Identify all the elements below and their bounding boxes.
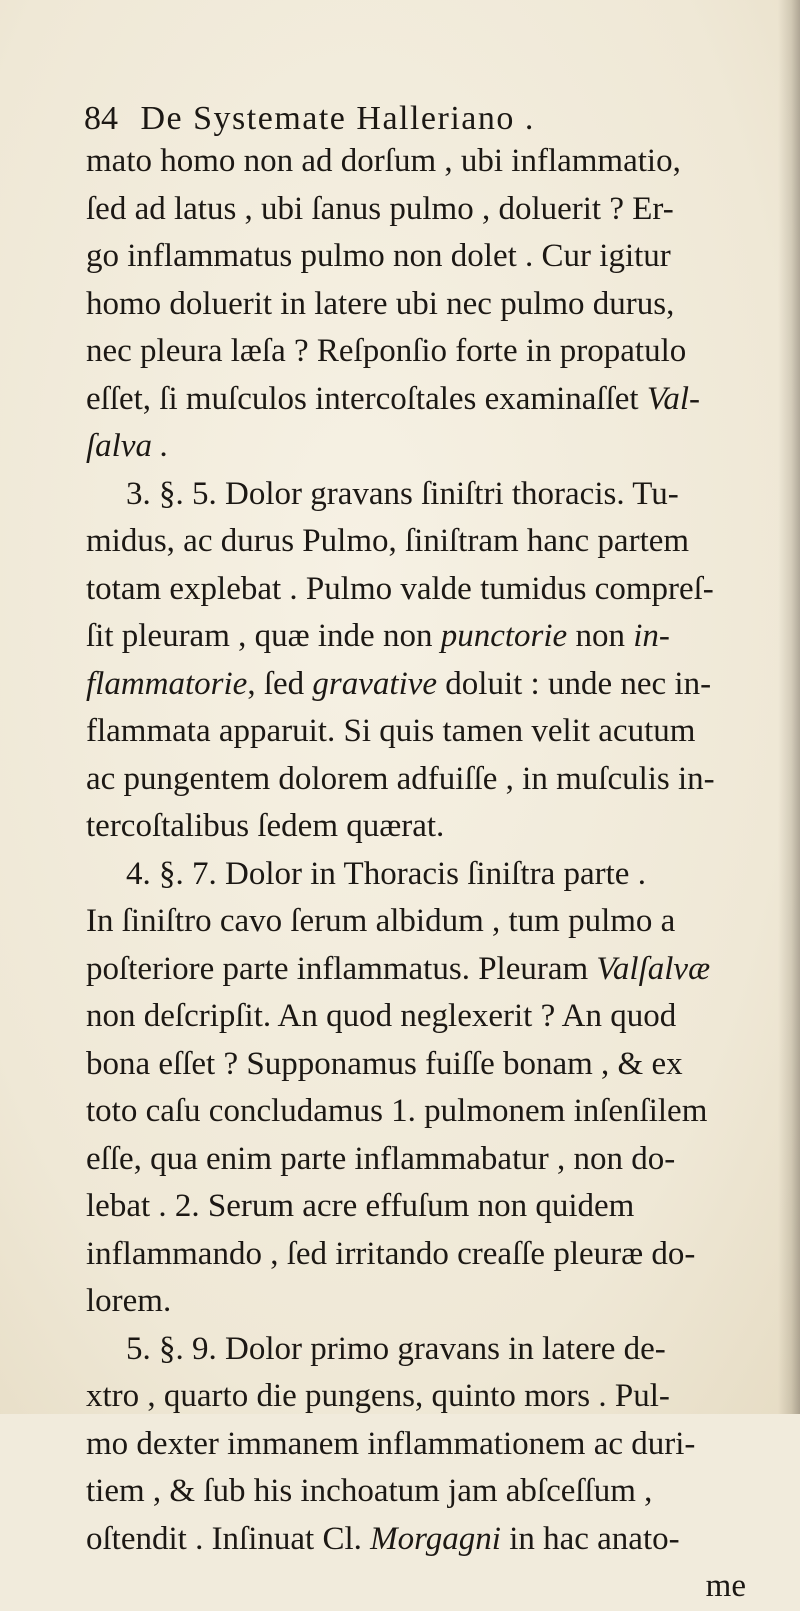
page-number: 84 — [84, 100, 118, 137]
catchword: me — [705, 1568, 746, 1604]
body-text — [86, 138, 786, 1611]
text-line: eſſe, qua enim parte inflammabatur , non do- — [86, 1140, 676, 1177]
text-line: poſteriore parte inflammatus. Pleuram Valſalvæ — [86, 950, 711, 987]
running-title: De Systemate Halleriano . — [140, 100, 535, 137]
text-line: ſed ad latus , ubi ſanus pulmo , doluerit ? Er- — [86, 190, 674, 227]
text-line: ac pungentem dolorem adfuiſſe , in muſculis in- — [86, 760, 715, 797]
text-line: toto caſu concludamus 1. pulmonem inſenſilem — [86, 1093, 708, 1129]
text-line: mo dexter immanem inflammationem ac duri- — [86, 1425, 696, 1462]
paragraph-start-line: 3. §. 5. Dolor gravans ſiniſtri thoracis. Tu- — [126, 475, 679, 512]
text-line: oſtendit . Inſinuat Cl. Morgagni in hac anato- — [86, 1520, 680, 1557]
running-header — [84, 96, 724, 142]
text-line: lorem. — [86, 1283, 172, 1319]
text-line: inflammando , ſed irritando creaſſe pleuræ do- — [86, 1235, 696, 1272]
text-line: flammata apparuit. Si quis tamen velit acutum — [86, 713, 696, 749]
paragraph-start-line: 4. §. 7. Dolor in Thoracis ſiniſtra parte . — [126, 855, 646, 892]
text-line: ſit pleuram , quæ inde non punctorie non in- — [86, 618, 670, 654]
text-line: go inflammatus pulmo non dolet . Cur igitur — [86, 238, 671, 274]
text-line: eſſet, ſi muſculos intercoſtales examinaſſet Val- — [86, 380, 700, 417]
text-line: nec pleura læſa ? Reſponſio forte in propatulo — [86, 333, 687, 369]
text-line: lebat . 2. Serum acre effuſum non quidem — [86, 1188, 635, 1224]
text-line: mato homo non ad dorſum , ubi inflammatio, — [86, 143, 681, 179]
text-line: In ſiniſtro cavo ſerum albidum , tum pulmo a — [86, 903, 676, 939]
text-line: tercoſtalibus ſedem quærat. — [86, 808, 445, 844]
text-line: totam explebat . Pulmo valde tumidus compreſ- — [86, 570, 714, 607]
text-line: midus, ac durus Pulmo, ſiniſtram hanc partem — [86, 523, 690, 559]
text-line: bona eſſet ? Supponamus fuiſſe bonam , & ex — [86, 1045, 683, 1082]
text-line: non deſcripſit. An quod neglexerit ? An quod — [86, 998, 677, 1034]
text-line: xtro , quarto die pungens, quinto mors . Pul- — [86, 1378, 670, 1414]
text-line: ſalva . — [86, 428, 169, 464]
text-line: tiem , & ſub his inchoatum jam abſceſſum , — [86, 1473, 653, 1509]
text-line: homo doluerit in latere ubi nec pulmo durus, — [86, 285, 675, 322]
paragraph-start-line: 5. §. 9. Dolor primo gravans in latere de- — [126, 1330, 666, 1367]
text-line: flammatorie, ſed gravative doluit : unde nec in- — [86, 665, 712, 702]
